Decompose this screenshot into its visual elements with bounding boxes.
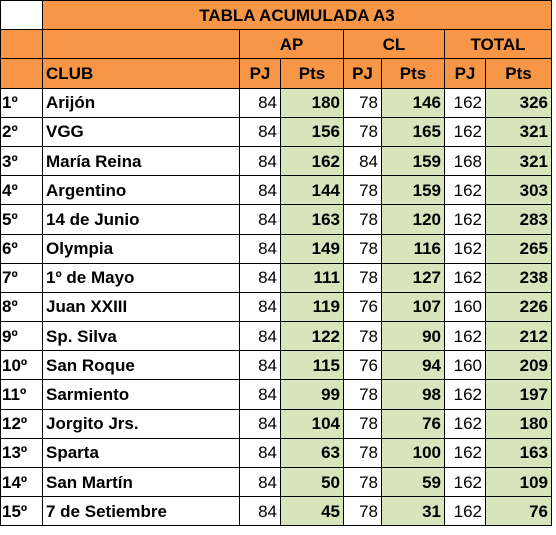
column-header-row — [1, 59, 552, 88]
position-cell: 8º — [1, 292, 43, 321]
table-row — [1, 497, 552, 526]
club-name-cell: María Reina — [43, 146, 240, 175]
cl-pj-cell: 78 — [344, 205, 382, 234]
ap-pts-cell: 119 — [281, 292, 344, 321]
cl-pj-cell: 76 — [344, 351, 382, 380]
ap-pts-cell: 115 — [281, 351, 344, 380]
group-spacer-club — [43, 30, 240, 59]
table-row — [1, 351, 552, 380]
table-row — [1, 468, 552, 497]
club-name-cell: Juan XXIII — [43, 292, 240, 321]
ap-pj-cell: 84 — [240, 380, 281, 409]
total-pj-cell: 162 — [445, 88, 486, 117]
ap-pts-cell: 45 — [281, 497, 344, 526]
ap-pj-cell: 84 — [240, 409, 281, 438]
col-tot-pts-header: Pts — [486, 59, 552, 88]
group-spacer — [1, 30, 43, 59]
ap-pj-cell: 84 — [240, 234, 281, 263]
group-header-row — [1, 30, 552, 59]
table-row — [1, 205, 552, 234]
position-cell: 14º — [1, 468, 43, 497]
ap-pts-cell: 63 — [281, 438, 344, 467]
col-club-header: CLUB — [43, 59, 240, 88]
cl-pts-cell: 165 — [382, 117, 445, 146]
ap-pj-cell: 84 — [240, 88, 281, 117]
cl-pj-cell: 78 — [344, 88, 382, 117]
total-pts-cell: 238 — [486, 263, 552, 292]
total-pj-cell: 162 — [445, 468, 486, 497]
ap-pj-cell: 84 — [240, 117, 281, 146]
ap-pj-cell: 84 — [240, 292, 281, 321]
club-name-cell: San Roque — [43, 351, 240, 380]
ap-pts-cell: 144 — [281, 176, 344, 205]
ap-pts-cell: 122 — [281, 322, 344, 351]
total-pts-cell: 321 — [486, 146, 552, 175]
ap-pts-cell: 99 — [281, 380, 344, 409]
total-pts-cell: 283 — [486, 205, 552, 234]
ap-pj-cell: 84 — [240, 497, 281, 526]
club-name-cell: 1º de Mayo — [43, 263, 240, 292]
total-pj-cell: 162 — [445, 380, 486, 409]
total-pts-cell: 76 — [486, 497, 552, 526]
club-name-cell: 14 de Junio — [43, 205, 240, 234]
col-cl-pj-header: PJ — [344, 59, 382, 88]
total-pj-cell: 162 — [445, 117, 486, 146]
cl-pj-cell: 84 — [344, 146, 382, 175]
cl-pts-cell: 159 — [382, 146, 445, 175]
cl-pts-cell: 107 — [382, 292, 445, 321]
club-name-cell: Sp. Silva — [43, 322, 240, 351]
ap-pj-cell: 84 — [240, 146, 281, 175]
position-cell: 1º — [1, 88, 43, 117]
ap-pts-cell: 50 — [281, 468, 344, 497]
col-pos-header — [1, 59, 43, 88]
group-cl: CL — [344, 30, 445, 59]
col-tot-pj-header: PJ — [445, 59, 486, 88]
cl-pts-cell: 90 — [382, 322, 445, 351]
cl-pts-cell: 76 — [382, 409, 445, 438]
ap-pts-cell: 149 — [281, 234, 344, 263]
table-row — [1, 263, 552, 292]
total-pj-cell: 160 — [445, 351, 486, 380]
position-cell: 15º — [1, 497, 43, 526]
cl-pj-cell: 76 — [344, 292, 382, 321]
club-name-cell: Jorgito Jrs. — [43, 409, 240, 438]
ap-pj-cell: 84 — [240, 322, 281, 351]
table-row — [1, 292, 552, 321]
table-row — [1, 176, 552, 205]
col-cl-pts-header: Pts — [382, 59, 445, 88]
club-name-cell: 7 de Setiembre — [43, 497, 240, 526]
table-row — [1, 322, 552, 351]
total-pts-cell: 109 — [486, 468, 552, 497]
club-name-cell: San Martín — [43, 468, 240, 497]
total-pj-cell: 160 — [445, 292, 486, 321]
total-pj-cell: 162 — [445, 497, 486, 526]
total-pts-cell: 197 — [486, 380, 552, 409]
position-cell: 4º — [1, 176, 43, 205]
cl-pj-cell: 78 — [344, 234, 382, 263]
total-pj-cell: 162 — [445, 322, 486, 351]
total-pts-cell: 163 — [486, 438, 552, 467]
cl-pts-cell: 31 — [382, 497, 445, 526]
cl-pj-cell: 78 — [344, 176, 382, 205]
total-pts-cell: 212 — [486, 322, 552, 351]
table-row — [1, 438, 552, 467]
cl-pts-cell: 127 — [382, 263, 445, 292]
ap-pj-cell: 84 — [240, 351, 281, 380]
cl-pts-cell: 116 — [382, 234, 445, 263]
club-name-cell: Sparta — [43, 438, 240, 467]
ap-pts-cell: 163 — [281, 205, 344, 234]
table-row — [1, 117, 552, 146]
total-pj-cell: 162 — [445, 438, 486, 467]
ap-pts-cell: 162 — [281, 146, 344, 175]
cl-pts-cell: 159 — [382, 176, 445, 205]
table-row — [1, 409, 552, 438]
cl-pts-cell: 94 — [382, 351, 445, 380]
table-row — [1, 88, 552, 117]
cl-pts-cell: 98 — [382, 380, 445, 409]
total-pj-cell: 162 — [445, 263, 486, 292]
position-cell: 12º — [1, 409, 43, 438]
position-cell: 13º — [1, 438, 43, 467]
cl-pj-cell: 78 — [344, 497, 382, 526]
total-pts-cell: 321 — [486, 117, 552, 146]
ap-pj-cell: 84 — [240, 205, 281, 234]
position-cell: 10º — [1, 351, 43, 380]
col-ap-pj-header: PJ — [240, 59, 281, 88]
ap-pj-cell: 84 — [240, 468, 281, 497]
table-row — [1, 146, 552, 175]
club-name-cell: Arijón — [43, 88, 240, 117]
total-pj-cell: 162 — [445, 205, 486, 234]
position-cell: 7º — [1, 263, 43, 292]
club-name-cell: VGG — [43, 117, 240, 146]
table-row — [1, 380, 552, 409]
total-pts-cell: 226 — [486, 292, 552, 321]
ap-pj-cell: 84 — [240, 263, 281, 292]
total-pj-cell: 168 — [445, 146, 486, 175]
title-row — [1, 1, 552, 30]
table-body — [1, 88, 552, 526]
cl-pj-cell: 78 — [344, 468, 382, 497]
position-cell: 2º — [1, 117, 43, 146]
position-cell: 5º — [1, 205, 43, 234]
cl-pj-cell: 78 — [344, 117, 382, 146]
ap-pts-cell: 104 — [281, 409, 344, 438]
group-total: TOTAL — [445, 30, 552, 59]
total-pts-cell: 265 — [486, 234, 552, 263]
ap-pj-cell: 84 — [240, 176, 281, 205]
table-row — [1, 234, 552, 263]
cl-pj-cell: 78 — [344, 380, 382, 409]
club-name-cell: Sarmiento — [43, 380, 240, 409]
ap-pts-cell: 180 — [281, 88, 344, 117]
cl-pts-cell: 59 — [382, 468, 445, 497]
group-ap: AP — [240, 30, 344, 59]
total-pts-cell: 180 — [486, 409, 552, 438]
position-cell: 6º — [1, 234, 43, 263]
position-cell: 11º — [1, 380, 43, 409]
ap-pts-cell: 156 — [281, 117, 344, 146]
corner-cell — [1, 1, 43, 30]
total-pj-cell: 162 — [445, 176, 486, 205]
total-pts-cell: 303 — [486, 176, 552, 205]
cl-pj-cell: 78 — [344, 263, 382, 292]
position-cell: 3º — [1, 146, 43, 175]
cl-pts-cell: 100 — [382, 438, 445, 467]
cl-pj-cell: 78 — [344, 322, 382, 351]
cl-pj-cell: 78 — [344, 438, 382, 467]
col-ap-pts-header: Pts — [281, 59, 344, 88]
total-pj-cell: 162 — [445, 409, 486, 438]
ap-pts-cell: 111 — [281, 263, 344, 292]
total-pts-cell: 209 — [486, 351, 552, 380]
position-cell: 9º — [1, 322, 43, 351]
cl-pts-cell: 120 — [382, 205, 445, 234]
club-name-cell: Argentino — [43, 176, 240, 205]
club-name-cell: Olympia — [43, 234, 240, 263]
table-title: TABLA ACUMULADA A3 — [43, 1, 552, 30]
cl-pj-cell: 78 — [344, 409, 382, 438]
cl-pts-cell: 146 — [382, 88, 445, 117]
ap-pj-cell: 84 — [240, 438, 281, 467]
total-pts-cell: 326 — [486, 88, 552, 117]
total-pj-cell: 162 — [445, 234, 486, 263]
